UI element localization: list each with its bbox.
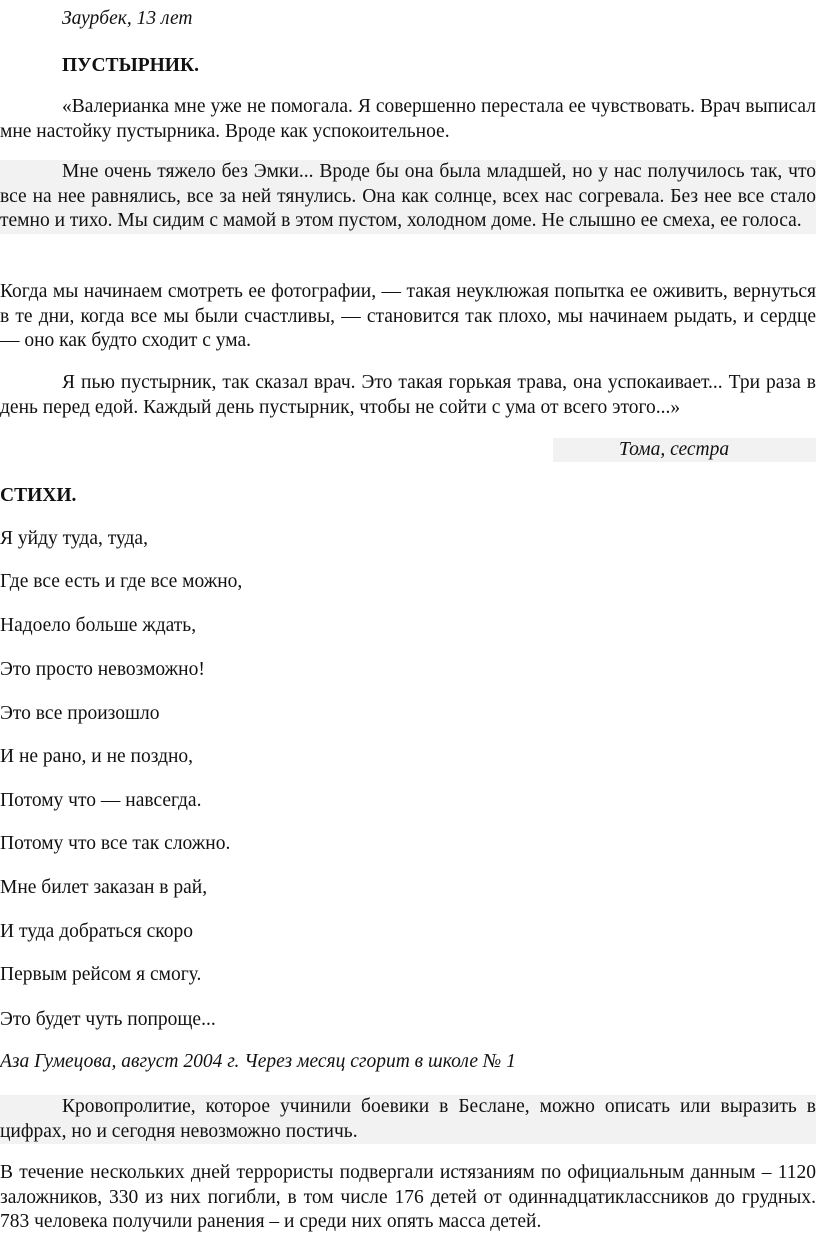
- poem-line: И не рано, и не поздно,: [0, 746, 194, 767]
- poem-title: СТИХИ.: [0, 485, 77, 506]
- poem-line: И туда добраться скоро: [0, 921, 193, 942]
- poem-line: Потому что все так сложно.: [0, 833, 231, 854]
- poem-line: Мне билет заказан в рай,: [0, 877, 208, 898]
- poem-line: Надоело больше ждать,: [0, 615, 197, 636]
- poem-line: Первым рейсом я смогу.: [0, 964, 202, 985]
- story-paragraph: Когда мы начинаем смотреть ее фотографии, — такая неуклюжая попытка ее оживить, вернуться в те дни, когда все мы были счастливы, — становится так плохо, мы начинаем рыдать, и сердце — оно как будто сходит с ума.: [0, 281, 816, 351]
- poem-line: Где все есть и где все можно,: [0, 571, 243, 592]
- poem-line: Я уйду туда, туда,: [0, 528, 148, 549]
- story-paragraph: Я пью пустырник, так сказал врач. Это такая горькая трава, она успокаивает... Три раза в день перед едой. Каждый день пустырник, чтобы не сойти с ума от всего этого...»: [0, 372, 816, 418]
- story-title: ПУСТЫРНИК.: [62, 55, 199, 76]
- poem-line: Это будет чуть попроще...: [0, 1009, 216, 1030]
- poem-line: Это все произошло: [0, 703, 160, 724]
- signature: Тома, сестра: [553, 438, 816, 462]
- closing-paragraph: В течение нескольких дней террористы подвергали истязаниям по официальным данным – 1120 заложников, 330 из них погибли, в том числе 176 детей от одиннадцатиклассников до грудных. 783 человека получили ранения – и среди них опять масса детей.: [0, 1162, 816, 1232]
- closing-paragraph: Кровопролитие, которое учинили боевики в Беслане, можно описать или выразить в цифрах, но и сегодня невозможно постичь.: [0, 1095, 816, 1144]
- poem-line: Потому что — навсегда.: [0, 790, 202, 811]
- author-line: Заурбек, 13 лет: [62, 8, 193, 29]
- story-paragraph: Мне очень тяжело без Эмки... Вроде бы она была младшей, но у нас получилось так, что все на нее равнялись, все за ней тянулись. Она как солнце, всех нас согревала. Без нее все стало темно и тихо. Мы сидим с мамой в этом пустом, холодном доме. Не слышно ее смеха, ее голоса.: [0, 160, 816, 234]
- poem-line: Это просто невозможно!: [0, 659, 205, 680]
- story-paragraph: «Валерианка мне уже не помогала. Я совершенно перестала ее чувствовать. Врач выписал мне настойку пустырника. Вроде как успокоительное.: [0, 96, 816, 142]
- poem-attribution: Аза Гумецова, август 2004 г. Через месяц сгорит в школе № 1: [0, 1051, 516, 1072]
